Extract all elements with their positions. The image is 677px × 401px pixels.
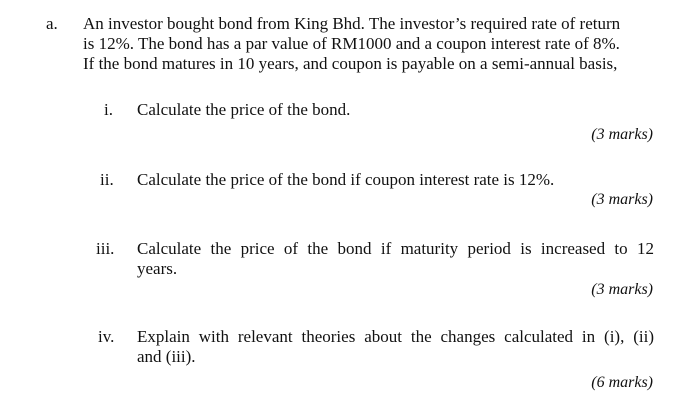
part-i-text: Calculate the price of the bond. xyxy=(137,100,351,119)
part-i-number: i. xyxy=(104,100,113,119)
part-iii-marks: (3 marks) xyxy=(591,281,653,298)
part-iii-text xyxy=(137,239,654,279)
part-ii-number: ii. xyxy=(100,170,114,189)
part-iv-text xyxy=(137,327,654,367)
question-stem-line-3: If the bond matures in 10 years, and coupon is payable on a semi-annual basis, xyxy=(83,54,618,73)
part-ii-marks: (3 marks) xyxy=(591,191,653,208)
question-label: a. xyxy=(46,14,58,33)
part-iv-number: iv. xyxy=(98,327,115,346)
part-ii-text: Calculate the price of the bond if coupon interest rate is 12%. xyxy=(137,170,555,189)
part-iii-text-line-2: years. xyxy=(137,259,178,278)
question-stem xyxy=(83,14,655,74)
part-i-marks: (3 marks) xyxy=(591,126,653,143)
part-iii-text-line-1: Calculate the price of the bond if maturity period is increased to 12 xyxy=(137,239,654,258)
part-iv-text-line-2: and (iii). xyxy=(137,347,196,366)
part-iv-marks: (6 marks) xyxy=(591,374,653,391)
part-iii-number: iii. xyxy=(96,239,115,258)
question-stem-line-1: An investor bought bond from King Bhd. The investor’s required rate of return xyxy=(83,14,621,33)
question-stem-line-2: is 12%. The bond has a par value of RM1000 and a coupon interest rate of 8%. xyxy=(83,34,620,53)
part-iv-text-line-1: Explain with relevant theories about the changes calculated in (i), (ii) xyxy=(137,327,654,346)
